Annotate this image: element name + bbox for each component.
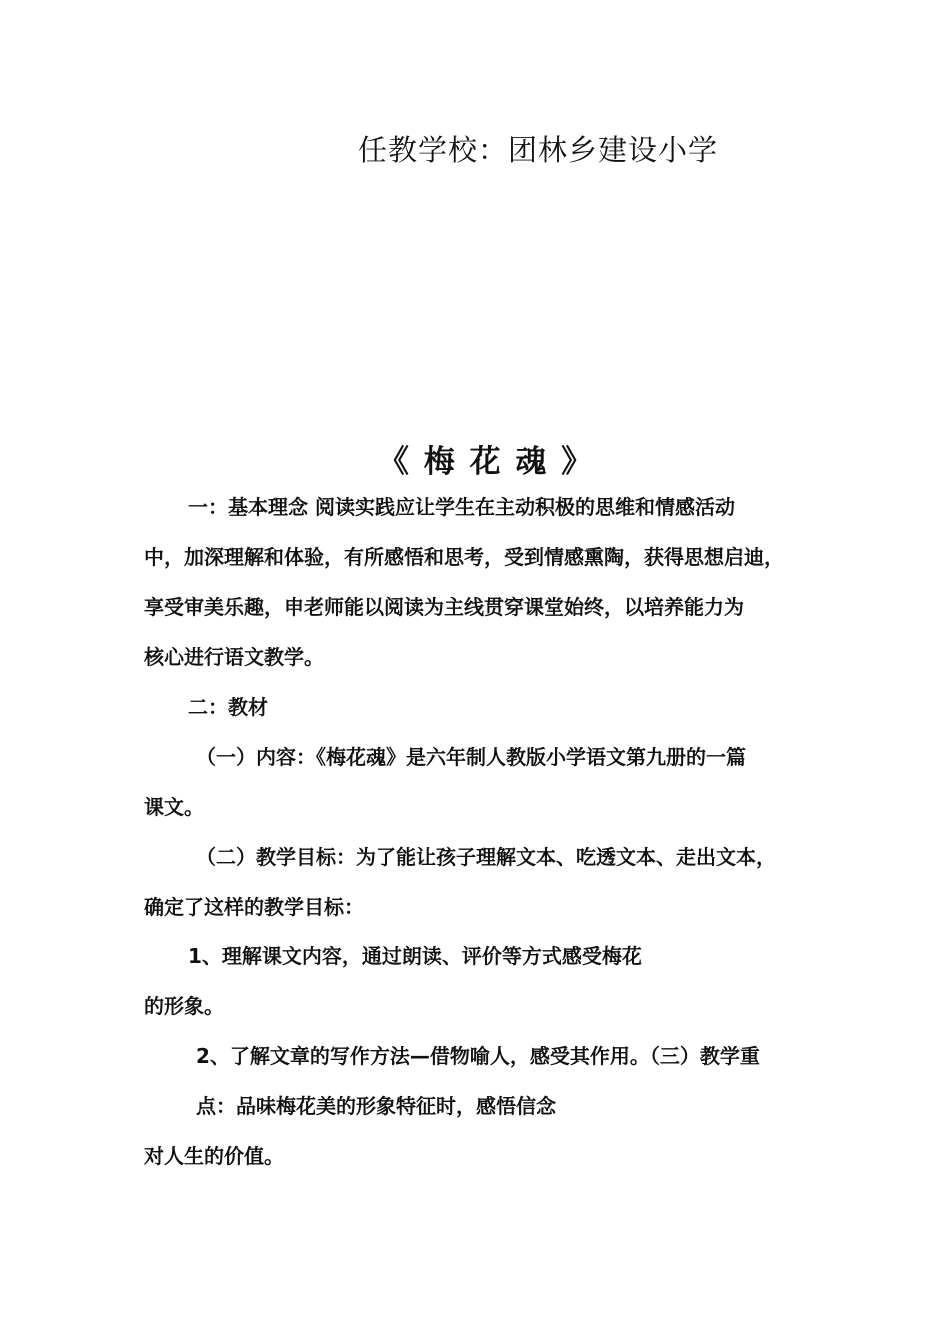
paragraph-line-4: 核心进行语文教学。 <box>144 645 324 669</box>
paragraph-line-3: 享受审美乐趣，申老师能以阅读为主线贯穿课堂始终，以培养能力为 <box>144 595 744 619</box>
paragraph-line-13: 点：品味梅花美的形象特征时，感悟信念 <box>196 1094 556 1118</box>
paragraph-line-2: 中，加深理解和体验，有所感悟和思考，受到情感熏陶，获得思想启迪， <box>144 545 784 569</box>
paragraph-line-8: （二）教学目标：为了能让孩子理解文本、吃透文本、走出文本， <box>196 845 776 869</box>
section-heading-materials: 二：教材 <box>188 695 268 719</box>
paragraph-line-1: 一：基本理念 阅读实践应让学生在主动积极的思维和情感活动 <box>188 495 735 519</box>
paragraph-line-6: （一）内容：《梅花魂》是六年制人教版小学语文第九册的一篇 <box>196 745 746 769</box>
paragraph-line-11: 的形象。 <box>144 994 224 1018</box>
school-heading: 任教学校：团林乡建设小学 <box>358 133 719 167</box>
paragraph-line-7: 课文。 <box>144 795 204 819</box>
goal-item-1: 1、理解课文内容，通过朗读、评价等方式感受梅花 <box>188 944 642 968</box>
paragraph-line-9: 确定了这样的教学目标： <box>144 895 364 919</box>
goal-item-2: 2、了解文章的写作方法—借物喻人，感受其作用。（三）教学重 <box>196 1044 760 1068</box>
paragraph-line-14: 对人生的价值。 <box>144 1144 284 1168</box>
lesson-title: 《 梅 花 魂 》 <box>378 444 595 480</box>
